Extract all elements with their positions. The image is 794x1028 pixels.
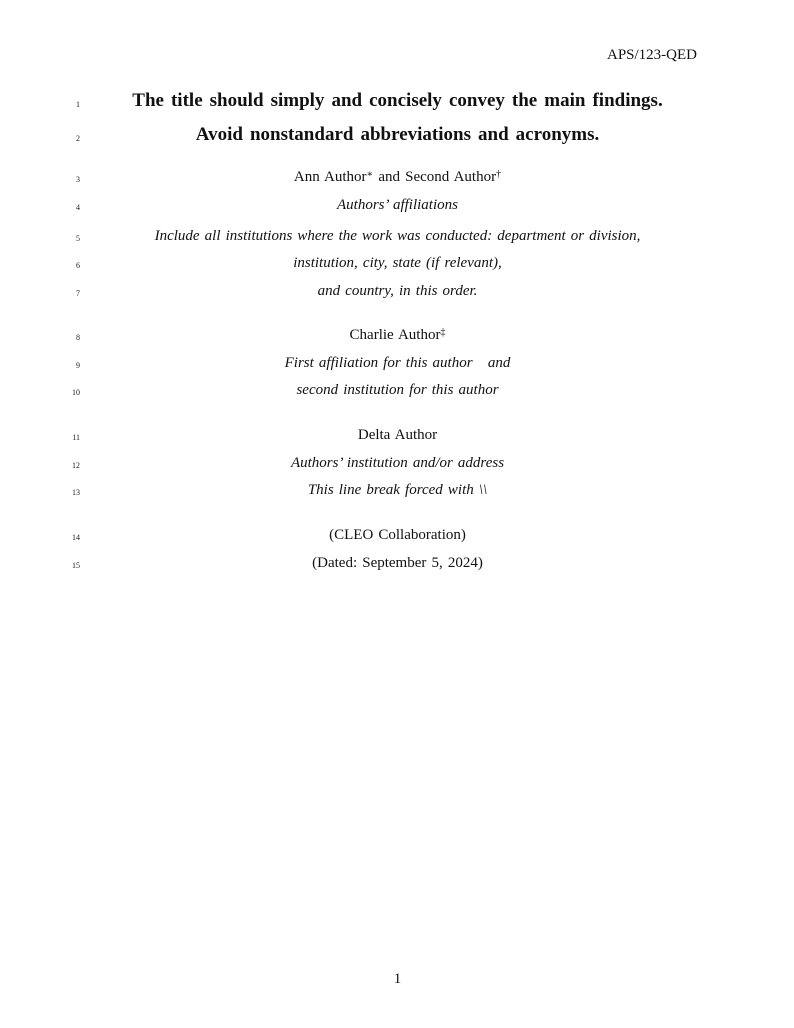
- margin-line-number: 3: [76, 175, 80, 184]
- margin-line-number: 9: [76, 361, 80, 370]
- margin-line-number: 4: [76, 203, 80, 212]
- authors-line-2: [76, 327, 693, 344]
- author-name-second: and Second Author: [373, 169, 497, 185]
- affiliation-line: [76, 355, 693, 372]
- author-name-charlie: Charlie Author: [349, 327, 441, 343]
- affiliation-line: [76, 197, 693, 214]
- authors-text: [350, 327, 446, 343]
- affiliation-text: Authors’ institution and/or address: [290, 455, 505, 471]
- asterisk-footnote-marker: ∗: [366, 169, 374, 180]
- collaboration-text: (CLEO Collaboration): [329, 527, 466, 543]
- author-name-ann: Ann Author: [293, 169, 367, 185]
- affiliation-text: second institution for this author: [296, 382, 499, 398]
- margin-line-number: 11: [72, 433, 80, 442]
- margin-line-number: 12: [72, 461, 80, 470]
- margin-line-number: 13: [72, 488, 80, 497]
- affiliation-text: This line break forced with \\: [307, 482, 488, 498]
- affiliation-line: [76, 283, 693, 300]
- affiliation-line: [72, 455, 693, 472]
- affiliation-text: institution, city, state (if relevant),: [293, 255, 502, 271]
- affiliation-text: Include all institutions where the work was conducted: department or division,: [154, 228, 641, 244]
- collaboration-line: [72, 527, 693, 544]
- dagger-footnote-marker: †: [496, 169, 502, 180]
- date-line: [72, 555, 693, 572]
- authors-line-3: [72, 427, 693, 444]
- margin-line-number: 14: [72, 533, 80, 542]
- margin-line-number: 1: [76, 100, 80, 109]
- affiliation-line: [72, 382, 693, 399]
- double-dagger-footnote-marker: ‡: [440, 327, 446, 338]
- title-text-1: The title should simply and concisely convey the main findings.: [132, 90, 663, 111]
- margin-line-number: 10: [72, 388, 80, 397]
- title-line-2: [76, 124, 693, 146]
- affiliation-text: First affiliation for this author and: [284, 355, 511, 371]
- date-text: (Dated: September 5, 2024): [312, 555, 483, 571]
- margin-line-number: 7: [76, 289, 80, 298]
- affiliation-line: [76, 228, 693, 245]
- margin-line-number: 8: [76, 333, 80, 342]
- author-name-delta: Delta Author: [357, 427, 438, 443]
- title-line-1: [76, 90, 693, 112]
- margin-line-number: 6: [76, 261, 80, 270]
- page-number: 1: [393, 971, 402, 987]
- preprint-id: APS/123-QED: [606, 47, 697, 63]
- affiliation-line: [76, 255, 693, 272]
- margin-line-number: 2: [76, 134, 80, 143]
- affiliation-line: [72, 482, 693, 499]
- margin-line-number: 15: [72, 561, 80, 570]
- margin-line-number: 5: [76, 234, 80, 243]
- title-text-2: Avoid nonstandard abbreviations and acronyms.: [195, 124, 600, 145]
- authors-line-1: [76, 169, 693, 186]
- affiliation-text: Authors’ affiliations: [337, 197, 458, 213]
- affiliation-text: and country, in this order.: [317, 283, 478, 299]
- authors-text: [294, 169, 501, 185]
